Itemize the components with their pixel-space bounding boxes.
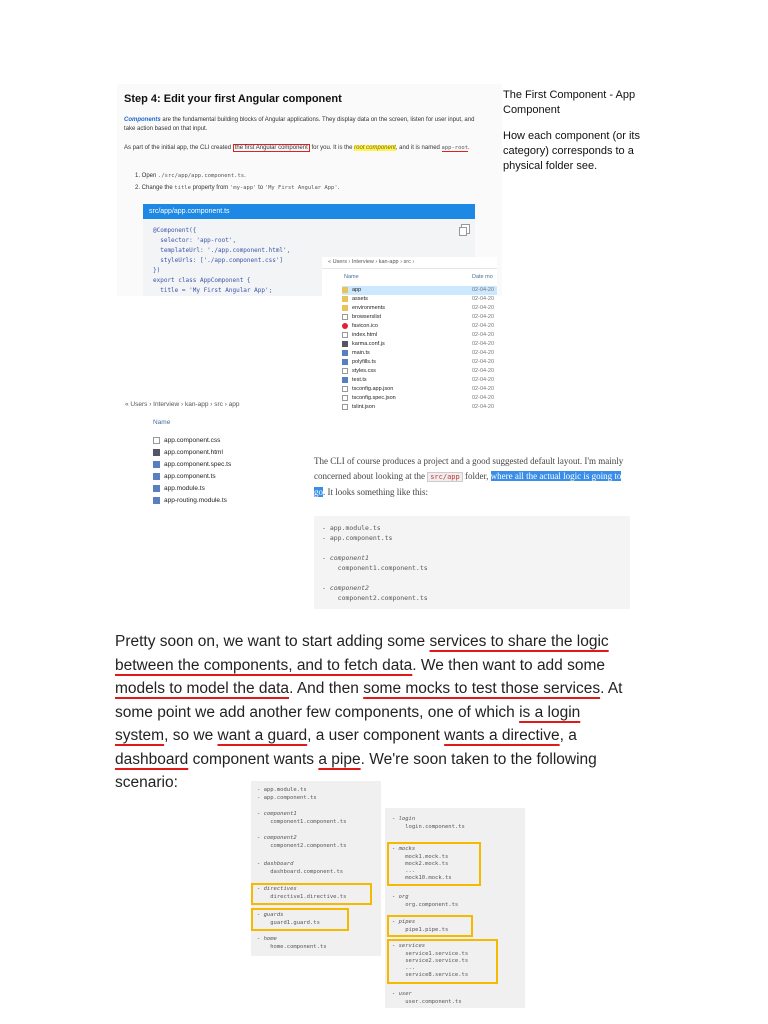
tutorial-intro: Components are the fundamental building blocks of Angular applications. They display data on the screen, listen for user input, and take action based on that input. bbox=[124, 117, 475, 132]
code-line: - app.module.ts bbox=[322, 524, 381, 532]
typescript-icon bbox=[342, 350, 348, 356]
underlined-text: some mocks to test those services bbox=[363, 680, 601, 697]
column-header-name[interactable]: Name bbox=[153, 419, 171, 426]
highlight-box-directives bbox=[251, 883, 372, 905]
file-row[interactable]: tsconfig.app.json 02-04-20 bbox=[342, 385, 497, 394]
file-row[interactable]: app.module.ts bbox=[153, 483, 205, 494]
highlight-box-pipes bbox=[387, 915, 473, 937]
code-line: org.component.ts bbox=[392, 902, 459, 908]
code-line: pipe1.pipe.ts bbox=[392, 927, 449, 933]
code-line: service8.service.ts bbox=[392, 972, 469, 978]
code-line: title = 'My First Angular App'; bbox=[153, 287, 273, 294]
code-line: styleUrls: ['./app.component.css'] bbox=[153, 257, 284, 264]
folder-icon bbox=[342, 305, 348, 311]
code-line: - home bbox=[257, 936, 277, 942]
side-note bbox=[503, 88, 663, 174]
file-row[interactable]: app.component.ts bbox=[153, 471, 216, 482]
explorer-app-window bbox=[120, 397, 315, 512]
copy-icon[interactable] bbox=[461, 224, 470, 234]
file-row[interactable]: app.component.css bbox=[153, 435, 220, 446]
file-icon bbox=[342, 386, 348, 392]
code-line: login.component.ts bbox=[392, 824, 465, 830]
code-line: mock2.mock.ts bbox=[392, 861, 449, 867]
html-file-icon bbox=[153, 449, 160, 456]
first-component-highlight: the first Angular component bbox=[234, 145, 308, 151]
tutorial-root-paragraph: As part of the initial app, the CLI created the first Angular component for you. It is the root component, and it is named app-root. bbox=[124, 145, 470, 151]
code-line: @Component({ bbox=[153, 227, 197, 234]
code-line: - component2 bbox=[257, 835, 297, 841]
code-line: component2.component.ts bbox=[322, 594, 428, 602]
code-line: }) bbox=[153, 267, 161, 274]
file-icon bbox=[342, 395, 348, 401]
code-line: - component1 bbox=[322, 554, 369, 562]
code-line: - component1 bbox=[257, 811, 297, 817]
underlined-text: want a guard bbox=[217, 727, 308, 744]
code-line: service2.service.ts bbox=[392, 958, 469, 964]
code-line: ... bbox=[392, 868, 416, 874]
code-line: - dashboard bbox=[257, 861, 294, 867]
code-line: - app.module.ts bbox=[257, 787, 307, 793]
breadcrumb[interactable]: « Users › Interview › kan-app › src › bbox=[322, 257, 497, 269]
selected-text: where all the actual logic is going to go bbox=[314, 471, 622, 497]
file-icon bbox=[342, 404, 348, 410]
file-row[interactable]: environments 02-04-20 bbox=[342, 304, 497, 313]
code-line: service1.service.ts bbox=[392, 951, 469, 957]
src-app-code: src/app bbox=[427, 472, 463, 482]
code-line: - app.component.ts bbox=[257, 795, 317, 801]
file-icon bbox=[342, 314, 348, 320]
file-row-app[interactable]: app 02-04-20 bbox=[342, 286, 497, 295]
underlined-text: services to share the logic between the components, and to fetch data bbox=[115, 633, 609, 674]
file-row[interactable]: index.html 02-04-20 bbox=[342, 331, 497, 340]
tutorial-heading: Step 4: Edit your first Angular component bbox=[124, 93, 342, 105]
file-row[interactable]: app-routing.module.ts bbox=[153, 495, 227, 506]
underlined-text: dashboard bbox=[115, 750, 189, 768]
code-line: user.component.ts bbox=[392, 999, 462, 1005]
code-line: directive1.directive.ts bbox=[257, 894, 347, 900]
code-line: selector: 'app-root', bbox=[153, 237, 237, 244]
code-file-title: src/app/app.component.ts bbox=[143, 204, 475, 219]
app-root-code: app-root bbox=[441, 145, 469, 151]
code-line: - services bbox=[392, 943, 426, 949]
blog-paragraph: The CLI of course produces a project and a good suggested default layout. I'm mainly concerned about looking at the src/app folder, where all the actual logic is going to go. It looks something like this: bbox=[314, 456, 624, 497]
note-body: How each component (or its category) corresponds to a physical folder see. bbox=[503, 130, 640, 172]
file-row[interactable]: karma.conf.js 02-04-20 bbox=[342, 340, 497, 349]
code-line: - directives bbox=[257, 886, 297, 892]
highlight-box-mocks bbox=[387, 842, 481, 886]
angular-icon bbox=[342, 323, 348, 329]
highlight-box-services bbox=[387, 939, 498, 984]
typescript-icon bbox=[342, 377, 348, 383]
file-row[interactable]: main.ts 02-04-20 bbox=[342, 349, 497, 358]
code-line: component2.component.ts bbox=[257, 843, 347, 849]
underlined-text: wants a directive bbox=[444, 727, 560, 744]
code-line: - app.component.ts bbox=[322, 534, 393, 542]
file-row[interactable]: assets 02-04-20 bbox=[342, 295, 497, 304]
scenario-structure-left bbox=[251, 781, 381, 956]
file-row[interactable]: tslint.json 02-04-20 bbox=[342, 403, 497, 412]
breadcrumb[interactable]: « Users › Interview › kan-app › src › app bbox=[125, 401, 240, 408]
file-icon bbox=[342, 332, 348, 338]
folder-structure-code bbox=[314, 516, 630, 609]
code-line: mock1.mock.ts bbox=[392, 854, 449, 860]
explorer-src-window bbox=[322, 257, 497, 427]
tutorial-step-1: 1. Open ./src/app/app.component.ts. bbox=[135, 173, 246, 179]
typescript-icon bbox=[153, 473, 160, 480]
code-line: - user bbox=[392, 991, 412, 997]
file-row[interactable]: app.component.html bbox=[153, 447, 223, 458]
underlined-text: a pipe bbox=[318, 750, 361, 768]
file-row[interactable]: polyfills.ts 02-04-20 bbox=[342, 358, 497, 367]
script-icon bbox=[342, 341, 348, 347]
column-header-name[interactable]: Name bbox=[344, 274, 359, 280]
file-row[interactable]: favicon.ico 02-04-20 bbox=[342, 322, 497, 331]
typescript-icon bbox=[342, 359, 348, 365]
code-line: - org bbox=[392, 894, 409, 900]
scenario-structure-right bbox=[385, 808, 525, 1008]
underlined-text: models to model the data bbox=[115, 680, 290, 697]
code-line: - login bbox=[392, 816, 416, 822]
typescript-icon bbox=[153, 485, 160, 492]
code-line: templateUrl: './app.component.html', bbox=[153, 247, 291, 254]
folder-icon bbox=[342, 296, 348, 302]
main-paragraph: Pretty soon on, we want to start adding some services to share the logic between the components, and to fetch data. We then want to add some models to model the data. And then some mocks to test those services. At some point we add another few components, one of which is a login system, so we want a guard, a user component wants a directive, a dashboard component wants a pipe. We're soon taken to the following scenario: bbox=[115, 633, 623, 791]
code-line: - mocks bbox=[392, 846, 416, 852]
file-row[interactable]: test.ts 02-04-20 bbox=[342, 376, 497, 385]
code-line: home.component.ts bbox=[257, 944, 327, 950]
code-line: - component2 bbox=[322, 584, 369, 592]
code-line: dashboard.component.ts bbox=[257, 869, 344, 875]
column-header-date[interactable]: Date mo bbox=[472, 274, 493, 280]
tutorial-step-2: 2. Change the title property from 'my-app' to 'My First Angular App'. bbox=[135, 185, 340, 191]
note-title: The First Component - App Component bbox=[503, 89, 636, 116]
typescript-icon bbox=[153, 497, 160, 504]
file-row[interactable]: browserslist 02-04-20 bbox=[342, 313, 497, 322]
code-line: guard1.guard.ts bbox=[257, 920, 320, 926]
code-line: - pipes bbox=[392, 919, 416, 925]
code-line: component1.component.ts bbox=[257, 819, 347, 825]
file-row[interactable]: tsconfig.spec.json 02-04-20 bbox=[342, 394, 497, 403]
highlight-box-guards bbox=[251, 908, 349, 931]
code-line: export class AppComponent { bbox=[153, 277, 251, 284]
file-row[interactable]: app.component.spec.ts bbox=[153, 459, 231, 470]
components-link[interactable]: Components bbox=[124, 117, 161, 123]
folder-icon bbox=[342, 287, 348, 293]
code-line: ... bbox=[392, 965, 416, 971]
code-line: component1.component.ts bbox=[322, 564, 428, 572]
file-row[interactable]: styles.css 02-04-20 bbox=[342, 367, 497, 376]
typescript-icon bbox=[153, 461, 160, 468]
file-icon bbox=[342, 368, 348, 374]
code-line: mock10.mock.ts bbox=[392, 875, 452, 881]
css-file-icon bbox=[153, 437, 160, 444]
underlined-text: is a login system bbox=[115, 703, 581, 744]
code-line: - guards bbox=[257, 912, 284, 918]
root-component-highlight: root component bbox=[354, 145, 396, 151]
